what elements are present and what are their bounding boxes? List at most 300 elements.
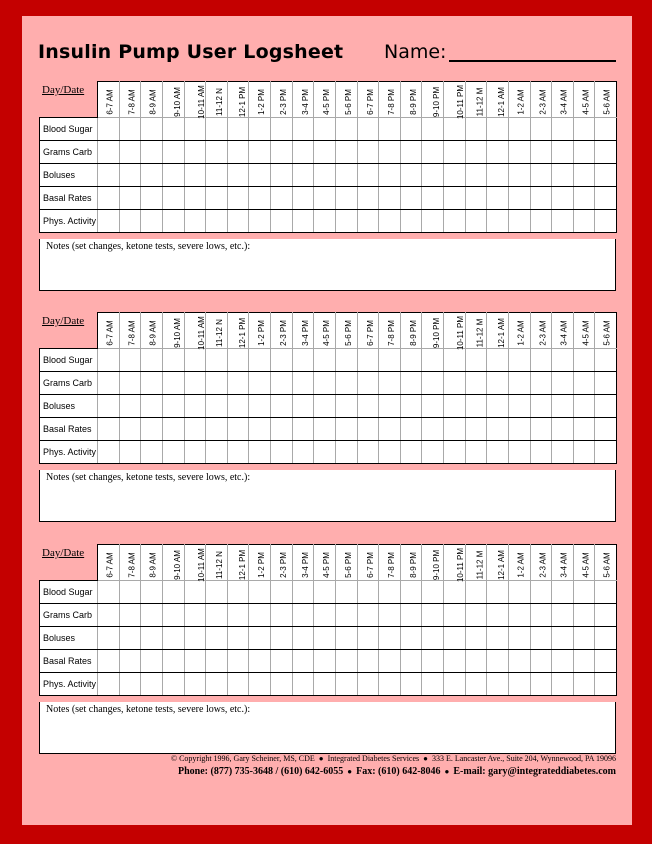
entry-cell[interactable] xyxy=(400,581,422,604)
entry-cell[interactable] xyxy=(487,650,509,673)
entry-cell[interactable] xyxy=(249,441,271,464)
entry-cell[interactable] xyxy=(508,141,530,164)
entry-cell[interactable] xyxy=(400,141,422,164)
entry-cell[interactable] xyxy=(379,418,401,441)
entry-cell[interactable] xyxy=(184,650,206,673)
entry-cell[interactable] xyxy=(314,187,336,210)
entry-cell[interactable] xyxy=(119,673,141,696)
entry-cell[interactable] xyxy=(530,418,552,441)
entry-cell[interactable] xyxy=(249,349,271,372)
entry-cell[interactable] xyxy=(227,349,249,372)
entry-cell[interactable] xyxy=(422,349,444,372)
entry-cell[interactable] xyxy=(314,627,336,650)
entry-cell[interactable] xyxy=(400,210,422,233)
entry-cell[interactable] xyxy=(206,210,228,233)
entry-cell[interactable] xyxy=(487,164,509,187)
entry-cell[interactable] xyxy=(400,349,422,372)
entry-cell[interactable] xyxy=(379,627,401,650)
entry-cell[interactable] xyxy=(487,187,509,210)
entry-cell[interactable] xyxy=(465,372,487,395)
entry-cell[interactable] xyxy=(357,673,379,696)
entry-cell[interactable] xyxy=(314,604,336,627)
entry-cell[interactable] xyxy=(98,164,120,187)
entry-cell[interactable] xyxy=(465,141,487,164)
entry-cell[interactable] xyxy=(379,581,401,604)
entry-cell[interactable] xyxy=(162,164,184,187)
entry-cell[interactable] xyxy=(335,418,357,441)
entry-cell[interactable] xyxy=(335,673,357,696)
entry-cell[interactable] xyxy=(249,187,271,210)
entry-cell[interactable] xyxy=(444,418,466,441)
entry-cell[interactable] xyxy=(422,604,444,627)
entry-cell[interactable] xyxy=(400,441,422,464)
entry-cell[interactable] xyxy=(444,581,466,604)
entry-cell[interactable] xyxy=(227,650,249,673)
entry-cell[interactable] xyxy=(119,581,141,604)
entry-cell[interactable] xyxy=(552,627,574,650)
entry-cell[interactable] xyxy=(465,673,487,696)
entry-cell[interactable] xyxy=(162,141,184,164)
entry-cell[interactable] xyxy=(508,418,530,441)
entry-cell[interactable] xyxy=(487,349,509,372)
entry-cell[interactable] xyxy=(249,164,271,187)
entry-cell[interactable] xyxy=(314,164,336,187)
entry-cell[interactable] xyxy=(271,372,293,395)
entry-cell[interactable] xyxy=(465,210,487,233)
entry-cell[interactable] xyxy=(141,581,163,604)
entry-cell[interactable] xyxy=(508,187,530,210)
entry-cell[interactable] xyxy=(444,210,466,233)
entry-cell[interactable] xyxy=(119,395,141,418)
notes-area[interactable] xyxy=(39,470,616,522)
entry-cell[interactable] xyxy=(227,118,249,141)
entry-cell[interactable] xyxy=(292,187,314,210)
entry-cell[interactable] xyxy=(249,650,271,673)
entry-cell[interactable] xyxy=(335,441,357,464)
entry-cell[interactable] xyxy=(271,581,293,604)
entry-cell[interactable] xyxy=(271,187,293,210)
entry-cell[interactable] xyxy=(487,210,509,233)
entry-cell[interactable] xyxy=(552,650,574,673)
entry-cell[interactable] xyxy=(141,604,163,627)
entry-cell[interactable] xyxy=(314,650,336,673)
entry-cell[interactable] xyxy=(573,673,595,696)
entry-cell[interactable] xyxy=(292,395,314,418)
entry-cell[interactable] xyxy=(379,164,401,187)
entry-cell[interactable] xyxy=(444,118,466,141)
entry-cell[interactable] xyxy=(379,118,401,141)
entry-cell[interactable] xyxy=(357,604,379,627)
entry-cell[interactable] xyxy=(227,441,249,464)
entry-cell[interactable] xyxy=(530,395,552,418)
entry-cell[interactable] xyxy=(98,395,120,418)
entry-cell[interactable] xyxy=(465,441,487,464)
entry-cell[interactable] xyxy=(508,581,530,604)
entry-cell[interactable] xyxy=(162,650,184,673)
entry-cell[interactable] xyxy=(98,187,120,210)
entry-cell[interactable] xyxy=(379,372,401,395)
entry-cell[interactable] xyxy=(573,627,595,650)
entry-cell[interactable] xyxy=(573,210,595,233)
entry-cell[interactable] xyxy=(314,141,336,164)
entry-cell[interactable] xyxy=(465,604,487,627)
entry-cell[interactable] xyxy=(335,627,357,650)
entry-cell[interactable] xyxy=(508,372,530,395)
entry-cell[interactable] xyxy=(530,650,552,673)
entry-cell[interactable] xyxy=(379,604,401,627)
entry-cell[interactable] xyxy=(422,141,444,164)
entry-cell[interactable] xyxy=(119,118,141,141)
day-date-cell[interactable] xyxy=(40,545,98,581)
entry-cell[interactable] xyxy=(335,164,357,187)
entry-cell[interactable] xyxy=(162,418,184,441)
entry-cell[interactable] xyxy=(357,118,379,141)
entry-cell[interactable] xyxy=(595,673,617,696)
entry-cell[interactable] xyxy=(595,604,617,627)
entry-cell[interactable] xyxy=(487,581,509,604)
entry-cell[interactable] xyxy=(357,581,379,604)
entry-cell[interactable] xyxy=(292,118,314,141)
entry-cell[interactable] xyxy=(141,187,163,210)
entry-cell[interactable] xyxy=(141,418,163,441)
entry-cell[interactable] xyxy=(465,164,487,187)
entry-cell[interactable] xyxy=(292,141,314,164)
entry-cell[interactable] xyxy=(141,210,163,233)
entry-cell[interactable] xyxy=(206,627,228,650)
entry-cell[interactable] xyxy=(595,441,617,464)
entry-cell[interactable] xyxy=(335,349,357,372)
entry-cell[interactable] xyxy=(98,141,120,164)
entry-cell[interactable] xyxy=(400,673,422,696)
entry-cell[interactable] xyxy=(400,627,422,650)
entry-cell[interactable] xyxy=(357,650,379,673)
entry-cell[interactable] xyxy=(595,164,617,187)
entry-cell[interactable] xyxy=(314,349,336,372)
entry-cell[interactable] xyxy=(249,627,271,650)
entry-cell[interactable] xyxy=(465,395,487,418)
entry-cell[interactable] xyxy=(357,187,379,210)
entry-cell[interactable] xyxy=(573,349,595,372)
entry-cell[interactable] xyxy=(162,441,184,464)
entry-cell[interactable] xyxy=(119,604,141,627)
entry-cell[interactable] xyxy=(249,210,271,233)
entry-cell[interactable] xyxy=(400,372,422,395)
entry-cell[interactable] xyxy=(444,164,466,187)
entry-cell[interactable] xyxy=(314,418,336,441)
entry-cell[interactable] xyxy=(552,349,574,372)
entry-cell[interactable] xyxy=(552,372,574,395)
entry-cell[interactable] xyxy=(508,118,530,141)
entry-cell[interactable] xyxy=(487,673,509,696)
entry-cell[interactable] xyxy=(465,650,487,673)
entry-cell[interactable] xyxy=(98,418,120,441)
entry-cell[interactable] xyxy=(206,395,228,418)
entry-cell[interactable] xyxy=(595,210,617,233)
notes-area[interactable] xyxy=(39,702,616,754)
entry-cell[interactable] xyxy=(487,418,509,441)
entry-cell[interactable] xyxy=(595,141,617,164)
entry-cell[interactable] xyxy=(184,164,206,187)
entry-cell[interactable] xyxy=(552,210,574,233)
entry-cell[interactable] xyxy=(487,372,509,395)
entry-cell[interactable] xyxy=(227,164,249,187)
entry-cell[interactable] xyxy=(357,418,379,441)
entry-cell[interactable] xyxy=(357,372,379,395)
entry-cell[interactable] xyxy=(530,441,552,464)
entry-cell[interactable] xyxy=(508,395,530,418)
entry-cell[interactable] xyxy=(249,372,271,395)
entry-cell[interactable] xyxy=(552,187,574,210)
entry-cell[interactable] xyxy=(249,418,271,441)
entry-cell[interactable] xyxy=(444,650,466,673)
entry-cell[interactable] xyxy=(271,164,293,187)
entry-cell[interactable] xyxy=(271,395,293,418)
entry-cell[interactable] xyxy=(400,118,422,141)
entry-cell[interactable] xyxy=(422,372,444,395)
entry-cell[interactable] xyxy=(314,118,336,141)
entry-cell[interactable] xyxy=(335,118,357,141)
entry-cell[interactable] xyxy=(530,627,552,650)
entry-cell[interactable] xyxy=(573,164,595,187)
entry-cell[interactable] xyxy=(357,141,379,164)
entry-cell[interactable] xyxy=(184,627,206,650)
entry-cell[interactable] xyxy=(206,187,228,210)
entry-cell[interactable] xyxy=(227,141,249,164)
entry-cell[interactable] xyxy=(552,164,574,187)
entry-cell[interactable] xyxy=(184,441,206,464)
entry-cell[interactable] xyxy=(184,372,206,395)
entry-cell[interactable] xyxy=(249,581,271,604)
entry-cell[interactable] xyxy=(119,372,141,395)
entry-cell[interactable] xyxy=(98,210,120,233)
entry-cell[interactable] xyxy=(184,418,206,441)
entry-cell[interactable] xyxy=(98,118,120,141)
entry-cell[interactable] xyxy=(595,372,617,395)
entry-cell[interactable] xyxy=(271,118,293,141)
entry-cell[interactable] xyxy=(552,441,574,464)
entry-cell[interactable] xyxy=(530,187,552,210)
entry-cell[interactable] xyxy=(162,673,184,696)
entry-cell[interactable] xyxy=(379,673,401,696)
entry-cell[interactable] xyxy=(206,349,228,372)
entry-cell[interactable] xyxy=(292,604,314,627)
entry-cell[interactable] xyxy=(119,349,141,372)
entry-cell[interactable] xyxy=(595,349,617,372)
entry-cell[interactable] xyxy=(206,118,228,141)
entry-cell[interactable] xyxy=(508,164,530,187)
entry-cell[interactable] xyxy=(573,141,595,164)
entry-cell[interactable] xyxy=(400,395,422,418)
entry-cell[interactable] xyxy=(227,581,249,604)
entry-cell[interactable] xyxy=(141,164,163,187)
entry-cell[interactable] xyxy=(314,372,336,395)
entry-cell[interactable] xyxy=(314,581,336,604)
entry-cell[interactable] xyxy=(271,650,293,673)
entry-cell[interactable] xyxy=(271,673,293,696)
entry-cell[interactable] xyxy=(271,441,293,464)
entry-cell[interactable] xyxy=(98,581,120,604)
entry-cell[interactable] xyxy=(271,210,293,233)
entry-cell[interactable] xyxy=(357,164,379,187)
entry-cell[interactable] xyxy=(162,118,184,141)
entry-cell[interactable] xyxy=(314,395,336,418)
entry-cell[interactable] xyxy=(141,673,163,696)
entry-cell[interactable] xyxy=(206,441,228,464)
entry-cell[interactable] xyxy=(119,164,141,187)
entry-cell[interactable] xyxy=(141,627,163,650)
entry-cell[interactable] xyxy=(530,673,552,696)
entry-cell[interactable] xyxy=(465,627,487,650)
entry-cell[interactable] xyxy=(162,372,184,395)
entry-cell[interactable] xyxy=(422,441,444,464)
entry-cell[interactable] xyxy=(141,650,163,673)
entry-cell[interactable] xyxy=(422,187,444,210)
entry-cell[interactable] xyxy=(573,418,595,441)
entry-cell[interactable] xyxy=(444,187,466,210)
entry-cell[interactable] xyxy=(487,604,509,627)
entry-cell[interactable] xyxy=(379,141,401,164)
entry-cell[interactable] xyxy=(552,395,574,418)
entry-cell[interactable] xyxy=(400,604,422,627)
entry-cell[interactable] xyxy=(292,581,314,604)
entry-cell[interactable] xyxy=(595,187,617,210)
entry-cell[interactable] xyxy=(530,118,552,141)
entry-cell[interactable] xyxy=(141,395,163,418)
entry-cell[interactable] xyxy=(357,349,379,372)
entry-cell[interactable] xyxy=(98,650,120,673)
entry-cell[interactable] xyxy=(508,650,530,673)
entry-cell[interactable] xyxy=(162,349,184,372)
entry-cell[interactable] xyxy=(98,673,120,696)
entry-cell[interactable] xyxy=(487,395,509,418)
notes-area[interactable] xyxy=(39,239,616,291)
entry-cell[interactable] xyxy=(573,372,595,395)
entry-cell[interactable] xyxy=(530,210,552,233)
entry-cell[interactable] xyxy=(227,210,249,233)
entry-cell[interactable] xyxy=(119,210,141,233)
entry-cell[interactable] xyxy=(314,673,336,696)
entry-cell[interactable] xyxy=(184,210,206,233)
entry-cell[interactable] xyxy=(552,118,574,141)
entry-cell[interactable] xyxy=(335,187,357,210)
entry-cell[interactable] xyxy=(444,372,466,395)
entry-cell[interactable] xyxy=(227,187,249,210)
entry-cell[interactable] xyxy=(314,441,336,464)
entry-cell[interactable] xyxy=(379,441,401,464)
entry-cell[interactable] xyxy=(444,349,466,372)
entry-cell[interactable] xyxy=(162,581,184,604)
entry-cell[interactable] xyxy=(508,627,530,650)
entry-cell[interactable] xyxy=(508,349,530,372)
entry-cell[interactable] xyxy=(119,441,141,464)
entry-cell[interactable] xyxy=(400,187,422,210)
entry-cell[interactable] xyxy=(335,372,357,395)
entry-cell[interactable] xyxy=(98,627,120,650)
entry-cell[interactable] xyxy=(530,581,552,604)
entry-cell[interactable] xyxy=(206,372,228,395)
entry-cell[interactable] xyxy=(357,441,379,464)
entry-cell[interactable] xyxy=(444,441,466,464)
entry-cell[interactable] xyxy=(335,395,357,418)
entry-cell[interactable] xyxy=(162,210,184,233)
entry-cell[interactable] xyxy=(271,418,293,441)
entry-cell[interactable] xyxy=(271,141,293,164)
entry-cell[interactable] xyxy=(206,650,228,673)
entry-cell[interactable] xyxy=(379,650,401,673)
entry-cell[interactable] xyxy=(379,349,401,372)
entry-cell[interactable] xyxy=(227,604,249,627)
entry-cell[interactable] xyxy=(227,673,249,696)
entry-cell[interactable] xyxy=(487,441,509,464)
entry-cell[interactable] xyxy=(184,604,206,627)
entry-cell[interactable] xyxy=(552,673,574,696)
entry-cell[interactable] xyxy=(249,395,271,418)
entry-cell[interactable] xyxy=(379,210,401,233)
entry-cell[interactable] xyxy=(487,141,509,164)
entry-cell[interactable] xyxy=(335,581,357,604)
entry-cell[interactable] xyxy=(98,349,120,372)
entry-cell[interactable] xyxy=(595,418,617,441)
entry-cell[interactable] xyxy=(227,372,249,395)
entry-cell[interactable] xyxy=(206,164,228,187)
entry-cell[interactable] xyxy=(98,441,120,464)
entry-cell[interactable] xyxy=(119,627,141,650)
entry-cell[interactable] xyxy=(335,604,357,627)
entry-cell[interactable] xyxy=(444,604,466,627)
entry-cell[interactable] xyxy=(508,673,530,696)
entry-cell[interactable] xyxy=(271,627,293,650)
entry-cell[interactable] xyxy=(422,164,444,187)
entry-cell[interactable] xyxy=(573,118,595,141)
entry-cell[interactable] xyxy=(184,395,206,418)
entry-cell[interactable] xyxy=(98,604,120,627)
entry-cell[interactable] xyxy=(573,187,595,210)
entry-cell[interactable] xyxy=(465,418,487,441)
entry-cell[interactable] xyxy=(400,650,422,673)
entry-cell[interactable] xyxy=(292,673,314,696)
entry-cell[interactable] xyxy=(271,349,293,372)
entry-cell[interactable] xyxy=(314,210,336,233)
entry-cell[interactable] xyxy=(292,418,314,441)
entry-cell[interactable] xyxy=(184,118,206,141)
entry-cell[interactable] xyxy=(508,604,530,627)
entry-cell[interactable] xyxy=(162,604,184,627)
entry-cell[interactable] xyxy=(141,441,163,464)
entry-cell[interactable] xyxy=(206,581,228,604)
entry-cell[interactable] xyxy=(595,118,617,141)
entry-cell[interactable] xyxy=(595,627,617,650)
entry-cell[interactable] xyxy=(357,395,379,418)
entry-cell[interactable] xyxy=(573,441,595,464)
entry-cell[interactable] xyxy=(530,141,552,164)
entry-cell[interactable] xyxy=(530,604,552,627)
entry-cell[interactable] xyxy=(400,418,422,441)
entry-cell[interactable] xyxy=(292,441,314,464)
entry-cell[interactable] xyxy=(530,349,552,372)
entry-cell[interactable] xyxy=(141,349,163,372)
entry-cell[interactable] xyxy=(227,395,249,418)
entry-cell[interactable] xyxy=(335,650,357,673)
entry-cell[interactable] xyxy=(357,627,379,650)
entry-cell[interactable] xyxy=(422,673,444,696)
entry-cell[interactable] xyxy=(422,210,444,233)
entry-cell[interactable] xyxy=(465,581,487,604)
day-date-cell[interactable] xyxy=(40,313,98,349)
entry-cell[interactable] xyxy=(184,349,206,372)
entry-cell[interactable] xyxy=(422,581,444,604)
entry-cell[interactable] xyxy=(141,372,163,395)
entry-cell[interactable] xyxy=(465,187,487,210)
